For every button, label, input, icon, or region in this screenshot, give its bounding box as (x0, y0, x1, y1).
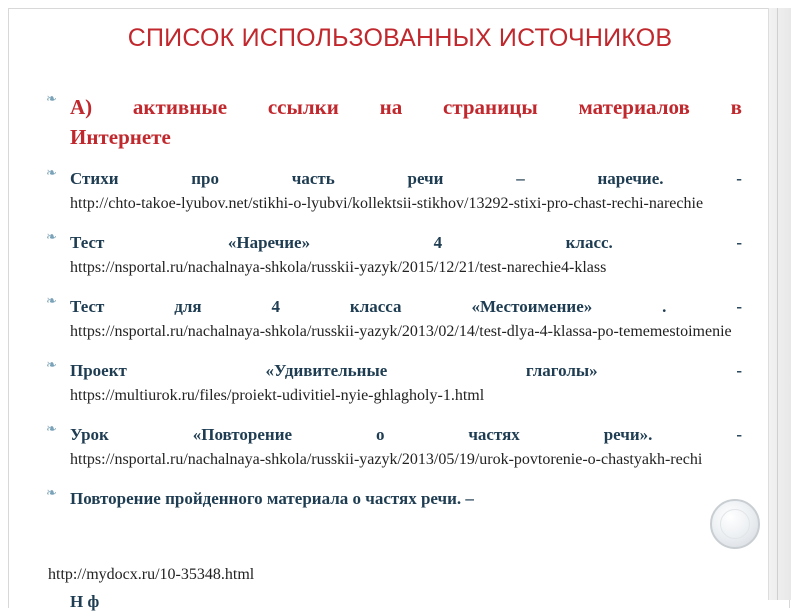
source-url[interactable]: https://nsportal.ru/nachalnaya-shkola/russkii-yazyk/2013/05/19/urok-povtorenie-o-chastyakh-rechi (70, 451, 703, 468)
list-item (44, 294, 742, 344)
source-title-word: - (736, 169, 742, 188)
source-title-word: Тест (70, 297, 105, 316)
section-a-word: ссылки (267, 95, 339, 119)
source-title (70, 422, 742, 448)
section-a-word: на (379, 95, 403, 119)
section-a-word: активные (132, 95, 228, 119)
source-title-word: «Местоимение» (471, 297, 593, 316)
side-decoration (768, 8, 791, 600)
section-a-heading (70, 92, 742, 152)
source-title-word: - (736, 233, 742, 252)
bullet-icon: ❧ (46, 422, 57, 437)
source-url[interactable]: http://chto-takoe-lyubov.net/stikhi-o-lyubvi/kollektsii-stikhov/13292-stixi-pro-chast-rechi-narechie (70, 195, 704, 212)
source-title-word: «Наречие» (227, 233, 311, 252)
last-source-url[interactable]: http://mydocx.ru/10-35348.html (48, 566, 255, 583)
source-title-word: - (736, 361, 742, 380)
bullet-icon: ❧ (46, 486, 57, 501)
source-url[interactable]: https://nsportal.ru/nachalnaya-shkola/russkii-yazyk/2015/12/21/test-narechie4-klass (70, 259, 607, 276)
list-item-section-a (44, 92, 742, 152)
source-title (70, 358, 742, 384)
section-a-line2: Интернете (70, 125, 171, 149)
source-url[interactable]: https://multiurok.ru/files/proiekt-udivitiel-nyie-ghlagholy-1.html (70, 387, 485, 404)
page-title: СПИСОК ИСПОЛЬЗОВАННЫХ ИСТОЧНИКОВ (127, 24, 673, 52)
section-a-word: страницы (442, 95, 538, 119)
source-title-word: 4 (271, 297, 280, 316)
source-title-word: - (736, 297, 742, 316)
section-a-line1 (70, 92, 742, 122)
source-title-word: Стихи (70, 169, 119, 188)
list-item (44, 358, 742, 408)
bullet-icon: ❧ (46, 166, 57, 181)
source-title-word: . (662, 297, 667, 316)
source-title (70, 166, 742, 192)
source-title-word: частях (468, 425, 520, 444)
list-item-last (44, 486, 742, 512)
source-title (70, 230, 742, 256)
source-title-word: про (191, 169, 219, 188)
source-title-word: - (736, 425, 742, 444)
source-title-word: – (516, 169, 525, 188)
source-title-word: Проект (70, 361, 127, 380)
source-title-word: часть (291, 169, 335, 188)
source-title-word: класс. (565, 233, 613, 252)
source-title-word: глаголы» (525, 361, 598, 380)
source-title (70, 294, 742, 320)
section-a-word: А) (70, 95, 93, 119)
source-title-word: класса (349, 297, 402, 316)
bullet-icon: ❧ (46, 294, 57, 309)
source-title-word: «Повторение (192, 425, 293, 444)
list-item (44, 422, 742, 472)
source-title-word: «Удивительные (265, 361, 388, 380)
source-title-word: наречие. (597, 169, 664, 188)
bullet-icon: ❧ (46, 230, 57, 245)
list-item (44, 166, 742, 216)
source-title-word: речи (407, 169, 444, 188)
source-title-word: Тест (70, 233, 105, 252)
last-source-title: Повторение пройденного материала о частях речи. – (70, 489, 474, 508)
bullet-icon: ❧ (46, 358, 57, 373)
section-a-word: в (730, 95, 742, 119)
source-title-word: речи». (603, 425, 653, 444)
source-title-word: о (375, 425, 385, 444)
source-title-word: для (174, 297, 202, 316)
source-title-word: Урок (70, 425, 109, 444)
source-title-word: 4 (433, 233, 443, 252)
list-item (44, 230, 742, 280)
source-url[interactable]: https://nsportal.ru/nachalnaya-shkola/russkii-yazyk/2013/02/14/test-dlya-4-klassa-po-tememestoimenie (70, 323, 732, 340)
cut-off-line: Н ф (70, 592, 100, 611)
source-list (44, 92, 742, 526)
bullet-icon: ❧ (46, 92, 57, 107)
section-a-word: материалов (578, 95, 690, 119)
